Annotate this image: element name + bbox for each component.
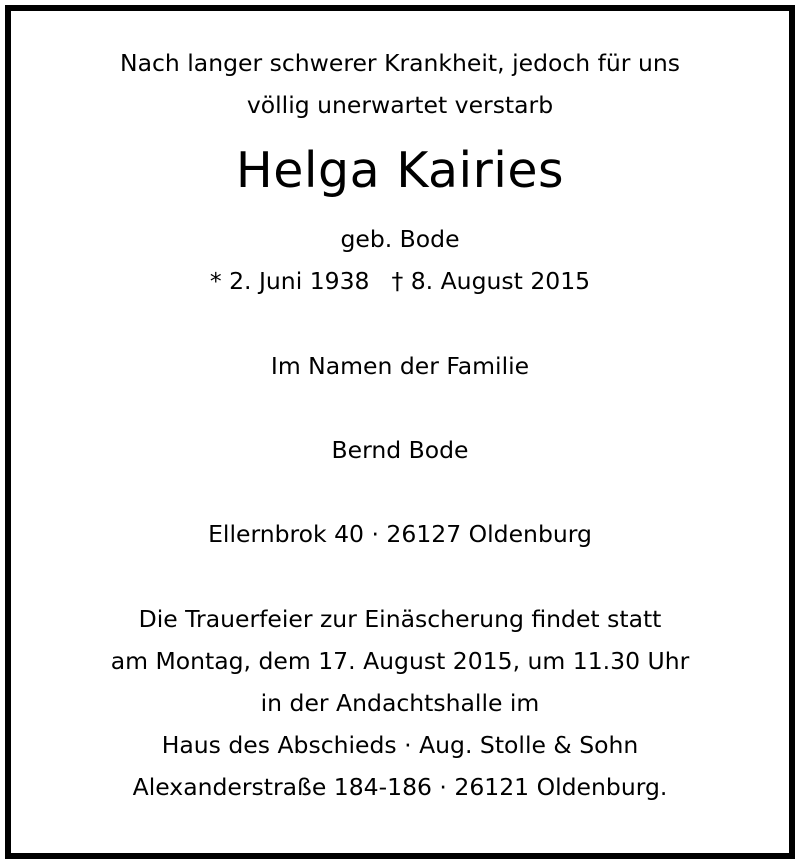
ceremony-line-3: in der Andachtshalle im bbox=[260, 689, 540, 717]
signatory-name: Bernd Bode bbox=[331, 436, 469, 464]
ceremony-line-5: Alexanderstraße 184-186 · 26121 Oldenburg. bbox=[132, 773, 668, 801]
deceased-name: Helga Kairies bbox=[235, 142, 565, 199]
ceremony-line-1: Die Trauerfeier zur Einäscherung findet statt bbox=[138, 605, 662, 633]
birth-date: * 2. Juni 1938 bbox=[209, 267, 370, 295]
family-address: Ellernbrok 40 · 26127 Oldenburg bbox=[208, 520, 592, 548]
ceremony-line-4: Haus des Abschieds · Aug. Stolle & Sohn bbox=[161, 731, 639, 759]
death-date: † 8. August 2015 bbox=[391, 267, 591, 295]
maiden-name: geb. Bode bbox=[340, 225, 460, 253]
ceremony-line-2: am Montag, dem 17. August 2015, um 11.30 Uhr bbox=[110, 647, 690, 675]
intro-line-1: Nach langer schwerer Krankheit, jedoch für uns bbox=[120, 49, 680, 77]
intro-line-2: völlig unerwartet verstarb bbox=[246, 91, 554, 119]
life-dates bbox=[0, 267, 800, 295]
family-line: Im Namen der Familie bbox=[270, 352, 530, 380]
